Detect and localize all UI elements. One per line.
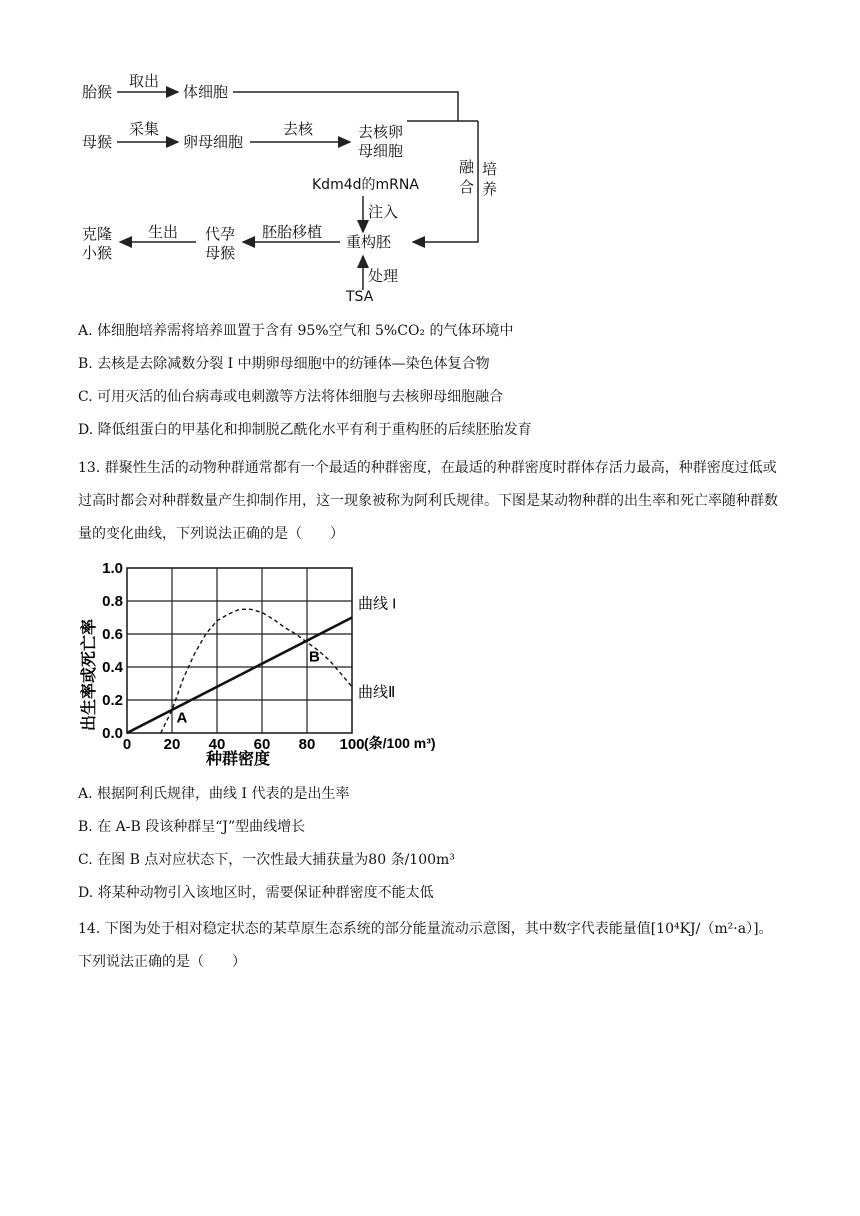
fuse-label-2: 合 xyxy=(459,178,475,196)
chart-ticks xyxy=(102,560,364,753)
surrogate-label-2: 母猴 xyxy=(205,244,236,262)
y-tick-label: 1.0 xyxy=(102,560,123,577)
tsa-label: TSA xyxy=(346,289,374,305)
reconstructed-embryo-label: 重构胚 xyxy=(346,233,392,251)
curve-2-label: 曲线Ⅱ xyxy=(358,683,396,701)
clone-label-2: 小猴 xyxy=(82,244,113,262)
inject-label: 注入 xyxy=(368,203,399,221)
q13-option-c: C. 在图 B 点对应状态下，一次性最大捕获量为80 条/100m³ xyxy=(78,852,455,868)
treat-label: 处理 xyxy=(368,267,399,285)
chart-points xyxy=(177,649,321,727)
fuse-label-1: 融 xyxy=(459,158,475,176)
y-tick-label: 0.8 xyxy=(102,593,123,610)
embryo-transfer-label: 胚胎移植 xyxy=(262,223,323,241)
y-tick-label: 0.6 xyxy=(102,626,123,643)
mrna-label: Kdm4d的mRNA xyxy=(312,177,419,193)
take-out-label: 取出 xyxy=(129,72,160,90)
x-axis-unit: (条/100 m³) xyxy=(364,735,436,751)
y-axis-label: 出生率或死亡率 xyxy=(81,618,98,732)
x-axis-label: 种群密度 xyxy=(205,751,271,768)
q13-option-b: B. 在 A-B 段该种群呈“J”型曲线增长 xyxy=(78,819,306,835)
q13-option-a: A. 根据阿利氏规律，曲线 I 代表的是出生率 xyxy=(78,786,350,802)
y-tick-label: 0.4 xyxy=(102,659,123,676)
q12-option-a: A. 体细胞培养需将培养皿置于含有 95%空气和 5%CO₂ 的气体环境中 xyxy=(78,323,514,339)
q12-option-d: D. 降低组蛋白的甲基化和抑制脱乙酰化水平有利于重构胚的后续胚胎发育 xyxy=(78,422,532,438)
fetal-monkey-label: 胎猴 xyxy=(82,83,113,101)
curve-1-line xyxy=(127,618,352,734)
y-tick-label: 0.0 xyxy=(102,725,123,742)
enucleated-oocyte-label-2: 母细胞 xyxy=(358,142,404,160)
q13-stem: 13. 群聚性生活的动物种群通常都有一个最适的种群密度，在最适的种群密度时群体存活力最高，种群密度过低或过高时都会对种群数量产生抑制作用，这一现象被称为阿利氏规律。下图是某动物种群的出生率和死亡率随种群数量的变化曲线，下列说法正确的是（ ） xyxy=(78,460,778,542)
born-label: 生出 xyxy=(148,223,179,241)
x-tick-label: 0 xyxy=(122,736,132,753)
collect-label: 采集 xyxy=(129,120,160,138)
clone-label-1: 克隆 xyxy=(82,225,113,243)
q12-option-b: B. 去核是去除减数分裂 I 中期卵母细胞中的纺锤体—染色体复合物 xyxy=(78,356,490,372)
curve-2-line xyxy=(161,609,352,733)
mother-monkey-label: 母猴 xyxy=(82,133,113,151)
flow-arrows xyxy=(0,0,860,310)
x-tick-label: 40 xyxy=(208,736,226,753)
x-tick-label: 80 xyxy=(298,736,316,753)
culture-label-2: 养 xyxy=(482,180,498,198)
x-tick-label: 60 xyxy=(253,736,271,753)
q13-option-d: D. 将某种动物引入该地区时，需要保证种群密度不能太低 xyxy=(78,885,434,901)
point-label-a: A xyxy=(176,709,188,727)
q12-option-c: C. 可用灭活的仙台病毒或电刺激等方法将体细胞与去核卵母细胞融合 xyxy=(78,389,504,405)
q14-stem: 14. 下图为处于相对稳定状态的某草原生态系统的部分能量流动示意图，其中数字代表能量值[10⁴KJ/（m²·a）]。下列说法正确的是（ ） xyxy=(78,921,773,970)
curve-1-label: 曲线 I xyxy=(358,595,397,613)
enucleate-label: 去核 xyxy=(283,120,314,138)
x-tick-label: 20 xyxy=(163,736,181,753)
point-label-b: B xyxy=(309,648,320,666)
culture-label-1: 培 xyxy=(482,160,498,178)
somatic-cell-label: 体细胞 xyxy=(183,83,229,101)
surrogate-label-1: 代孕 xyxy=(205,225,236,243)
birth-death-rate-chart xyxy=(70,555,450,775)
x-tick-label: 100 xyxy=(339,736,365,753)
enucleated-oocyte-label-1: 去核卵 xyxy=(358,123,404,141)
oocyte-label: 卵母细胞 xyxy=(183,133,244,151)
y-tick-label: 0.2 xyxy=(102,692,123,709)
